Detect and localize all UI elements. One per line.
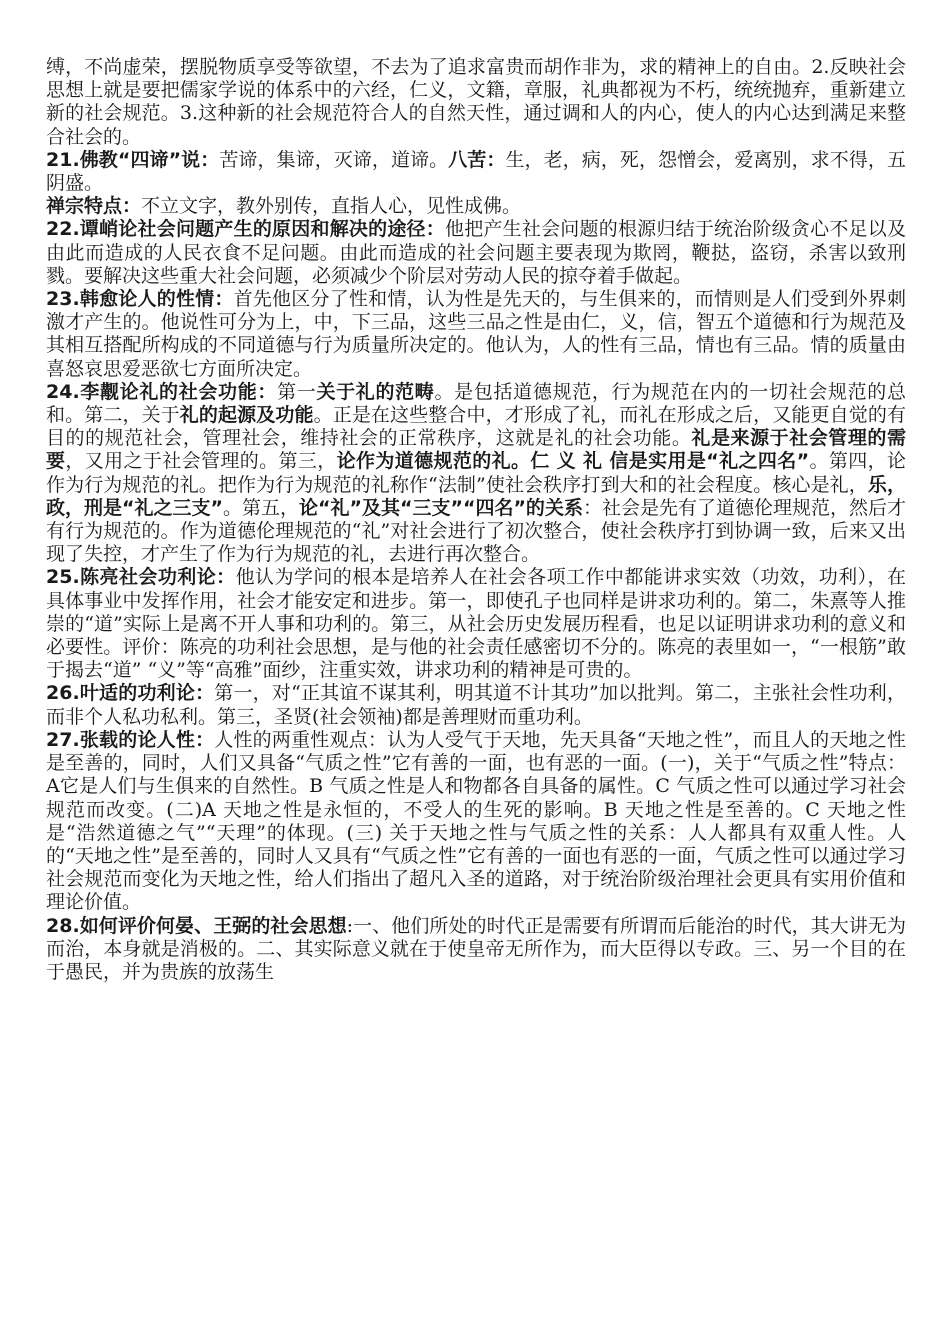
paragraph-intro-continuation [46, 56, 906, 149]
emphasis-segment: 礼是来源于社会管理的需要 [46, 427, 906, 473]
text-segment: 人性的两重性观点：认为人受气于天地，先天具备“天地之性”，而且人的天地之性是至善的，同时，人们又具备“气质之性”它有善的一面，也有恶的一面。(一)，关于“气质之性”特点：A它是人们与生俱来的自然性。B 气质之性是人和物都各自具备的属性。C 气质之性可以通过学习社会规范而改变。(二)A 天地之性是永恒的，不受人的生死的影响。B 天地之性是至善的。C 天地之性是“浩然道德之气”“天理”的体现。(三) 关于天地之性与气质之性的关系：人人都具有双重人性。人的“天地之性”是至善的，同时人又具有“气质之性”它有善的一面也有恶的一面，气质之性可以通过学习社会规范而变化为天地之性，给人们指出了超凡入圣的道路，对于统治阶级治理社会更具有实用价值和理论价值。 [46, 728, 906, 914]
paragraph-23-han-yu [46, 288, 906, 381]
heading-27: 27.张载的论人性： [46, 728, 215, 751]
emphasis-segment: 论“礼”及其“三支”“四名”的关系 [299, 496, 583, 519]
heading-25: 25.陈亮社会功利论： [46, 566, 236, 589]
text-segment: 第一，对“正其谊不谋其利，明其道不计其功”加以批判。第二，主张社会性功利，而非个人私功私利。第三，圣贤(社会领袖)都是善理财而重功利。 [46, 682, 906, 728]
heading-28: 28.如何评价何晏、王弼的社会思想 [46, 914, 347, 937]
text-segment: 不立文字，教外别传，直指人心，见性成佛。 [141, 195, 522, 218]
text-segment: 苦谛，集谛，灭谛，道谛。 [219, 148, 449, 171]
paragraph-27-zhang-zai [46, 729, 906, 915]
emphasis-segment: 关于礼的范畴 [316, 380, 435, 403]
text-segment: 生，老，病，死，怨憎会，爱离别，求不得，五阴盛。 [46, 148, 906, 195]
paragraph-22-tan-qiao [46, 218, 906, 288]
heading-zen: 禅宗特点： [46, 195, 142, 218]
paragraph-21-four-noble-truths [46, 149, 906, 195]
text-segment: 。是包括道德规范，行为规范在内的一切社会规范的总和。第二，关于 [46, 380, 906, 427]
heading-23: 23.韩愈论人的性情： [46, 288, 234, 311]
heading-26: 26.叶适的功利论： [46, 682, 215, 705]
paragraph-26-ye-shi [46, 682, 906, 728]
text-segment: :一、他们所处的时代正是需要有所谓而后能治的时代，其大讲无为而治，本身就是消极的。二、其实际意义就在于使皇帝无所作为，而大臣得以专政。三、另一个目的在于愚民，并为贵族的放荡生 [46, 914, 906, 983]
heading-24: 24.李觏论礼的社会功能： [46, 380, 278, 403]
text-segment: ：社会是先有了道德伦理规范，然后才有行为规范的。作为道德伦理规范的“礼”对社会进行了初次整合，使社会秩序打到协调一致，后来又出现了失控，才产生了作为行为规范的礼，去进行再次整合。 [46, 496, 906, 566]
document-page [46, 56, 906, 984]
heading-22: 22.谭峭论社会问题产生的原因和解决的途径： [46, 218, 445, 241]
paragraph-25-chen-liang [46, 566, 906, 682]
text-segment: 首先他区分了性和情，认为性是先天的，与生俱来的，而情则是人们受到外界刺激才产生的。他说性可分为上，中，下三品，这些三品之性是由仁，义，信，智五个道德和行为规范及其相互搭配所构成的不同道德与行为质量所决定的。他认为，人的性有三品，情也有三品。情的质量由喜怒哀思爱恶欲七方面所决定。 [46, 288, 906, 380]
heading-21: 21.佛教“四谛”说： [46, 148, 220, 171]
text-segment: 他认为学问的根本是培养人在社会各项工作中都能讲求实效（功效，功利），在具体事业中发挥作用，社会才能安定和进步。第一，即使孔子也同样是讲求功利的。第二，朱熹等人推崇的“道”实际上是离不开人事和功利的。第三，从社会历史发展历程看，也足以证明讲求功利的意义和必要性。评价：陈亮的功利社会思想，是与他的社会责任感密切不分的。陈亮的表里如一，“一根筋”敢于揭去“道” “义”等“高雅”面纱，注重实效，讲求功利的精神是可贵的。 [46, 566, 906, 682]
paragraph-28-he-yan-wang-bi [46, 915, 906, 985]
text-segment: 。正是在这些整合中，才形成了礼，而礼在形成之后，又能更自觉的有目的的规范社会，管理社会，维持社会的正常秩序，这就是礼的社会功能。 [46, 404, 906, 450]
text-segment: 他把产生社会问题的根源归结于统治阶级贪心不足以及由此而造成的人民衣食不足问题。由此而造成的社会问题主要表现为欺罔，鞭挞，盗窃，杀害以致刑戮。要解决这些重大社会问题，必须减少个阶层对劳动人民的掠夺着手做起。 [46, 218, 906, 287]
text-segment: 缚，不尚虚荣，摆脱物质享受等欲望，不去为了追求富贵而胡作非为，求的精神上的自由。2.反映社会思想上就是要把儒家学说的体系中的六经，仁义，文籍，章服，礼典都视为不朽，统统抛弃，重新建立新的社会规范。3.这种新的社会规范符合人的自然天性，通过调和人的内心，使人的内心达到满足来整合社会的。 [46, 56, 906, 148]
text-segment: 。第四，论作为行为规范的礼。把作为行为规范的礼称作“法制”使社会秩序打到大和的社会程度。核心是礼， [46, 450, 906, 496]
emphasis-segment: 论作为道德规范的礼。仁 义 礼 信是实用是“礼之四名” [336, 450, 810, 473]
text-segment: 第一 [277, 380, 317, 403]
paragraph-zen-features [46, 195, 906, 218]
heading-eight-sufferings: 八苦： [448, 148, 506, 171]
paragraph-24-li-gou [46, 381, 906, 567]
text-segment: ，又用之于社会管理的。第三， [65, 450, 337, 473]
emphasis-segment: 礼的起源及功能 [179, 404, 314, 427]
emphasis-segment: 乐，政，刑是“礼之三支” [46, 473, 906, 519]
text-segment: 。第五， [222, 496, 299, 519]
